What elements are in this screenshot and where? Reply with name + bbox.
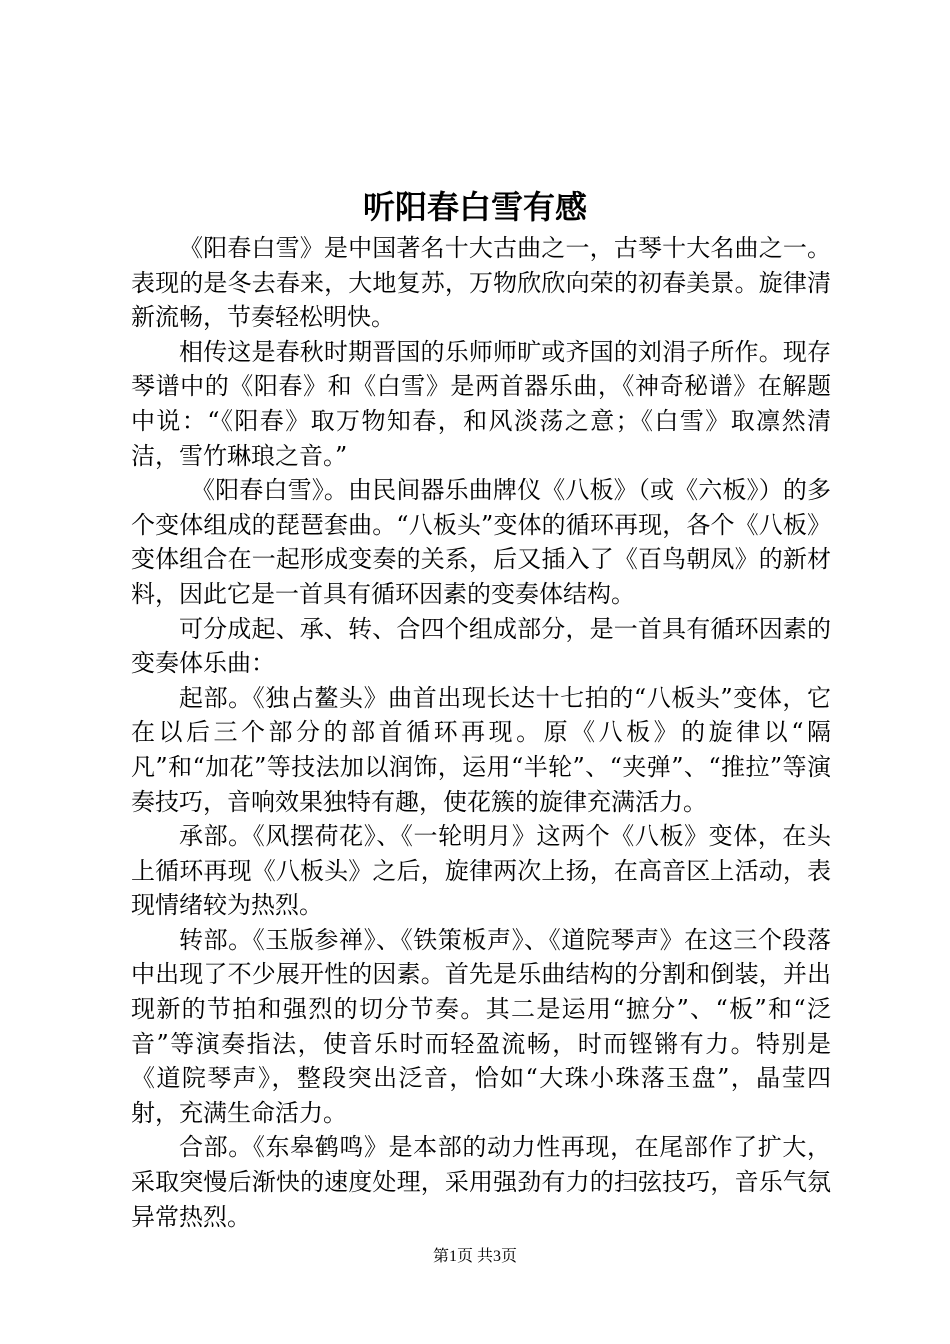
paragraph-qi: 起部。《独占鳌头》曲首出现长达十七拍的“八板头”变体，它在以后三个部分的部首循环再现。原《八板》的旋律以“隔凡”和“加花”等技法加以润饰，运用“半轮”、“夹弹”、“推拉”等演奏技巧，音响效果独特有趣，使花簇的旋律充满活力。 [131,683,831,816]
document-title: 听阳春白雪有感 [362,188,587,226]
paragraph-structure: 《阳春白雪》。由民间器乐曲牌仪《八板》（或《六板》）的多个变体组成的琵琶套曲。“八板头”变体的循环再现，各个《八板》变体组合在一起形成变奏的关系，后又插入了《百鸟朝凤》的新材料，因此它是一首具有循环因素的变奏体结构。 [131,476,831,608]
paragraph-he: 合部。《东皋鹤鸣》是本部的动力性再现，在尾部作了扩大，采取突慢后渐快的速度处理，采用强劲有力的扫弦技巧，音乐气氛异常热烈。 [131,1133,831,1231]
paragraph-sections: 可分成起、承、转、合四个组成部分，是一首具有循环因素的变奏体乐曲： [131,614,831,678]
paragraph-cheng: 承部。《风摆荷花》、《一轮明月》这两个《八板》变体，在头上循环再现《八板头》之后，旋律两次上扬，在高音区上活动，表现情绪较为热烈。 [131,822,831,920]
document-body [131,231,831,1234]
page-footer: 第1页 共3页 [432,1248,517,1265]
paragraph-origin: 相传这是春秋时期晋国的乐师师旷或齐国的刘涓子所作。现存琴谱中的《阳春》和《白雪》是两首器乐曲，《神奇秘谱》在解题中说：“《阳春》取万物知春，和风淡荡之意；《白雪》取凛然清洁，雪竹琳琅之音。” [131,337,831,470]
paragraph-intro: 《阳春白雪》是中国著名十大古曲之一，古琴十大名曲之一。表现的是冬去春来，大地复苏，万物欣欣向荣的初春美景。旋律清新流畅，节奏轻松明快。 [131,234,831,332]
paragraph-zhuan: 转部。《玉版参禅》、《铁策板声》、《道院琴声》在这三个段落中出现了不少展开性的因素。首先是乐曲结构的分割和倒装，并出现新的节拍和强烈的切分节奏。其二是运用“摭分”、“板”和“泛音”等演奏指法，使音乐时而轻盈流畅，时而铿锵有力。特别是《道院琴声》，整段突出泛音，恰如“大珠小珠落玉盘”，晶莹四射，充满生命活力。 [131,925,831,1127]
